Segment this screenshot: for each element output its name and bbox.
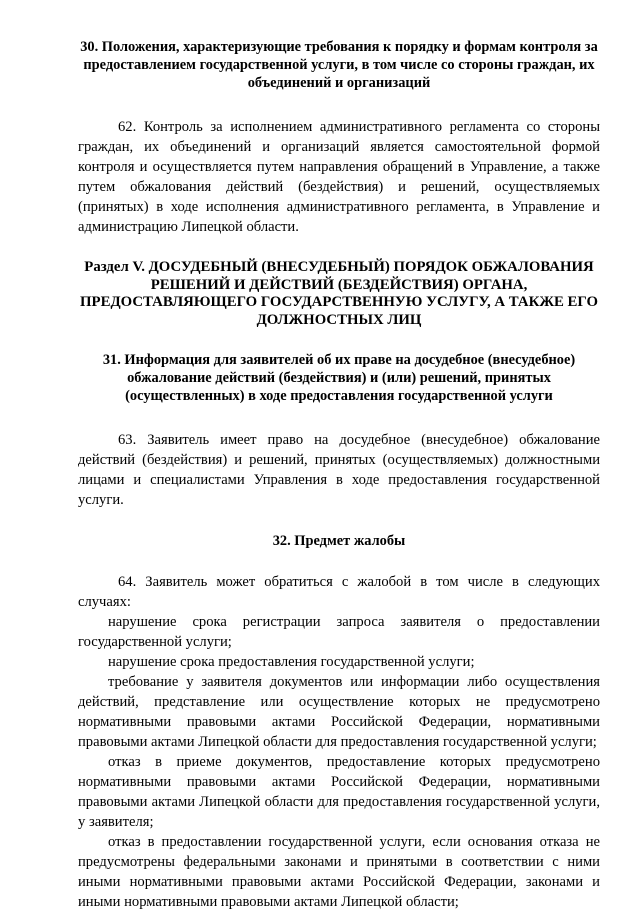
heading-section-32: 32. Предмет жалобы (272, 533, 406, 549)
list-item: нарушение срока регистрации запроса заявителя о предоставлении государственной услуги; (78, 614, 600, 650)
document-page (78, 38, 600, 912)
heading-section-30: 30. Положения, характеризующие требования к порядку и формам контроля за предоставлением государственной услуги, в том числе со стороны граждан, их объединений и организаций (80, 39, 598, 91)
paragraph-64: 64. Заявитель может обратиться с жалобой в том числе в следующих случаях: (78, 574, 600, 610)
paragraph-63: 63. Заявитель имеет право на досудебное (внесудебное) обжалование действий (бездействия) и решений, принятых (осуществляемых) должностными лицами и специалистами Управления в ходе предоставления государственной услуги. (78, 432, 600, 508)
list-item: нарушение срока предоставления государственной услуги; (108, 654, 475, 670)
paragraph-62: 62. Контроль за исполнением административного регламента со стороны граждан, их объединений и организаций является самостоятельной формой контроля и осуществляется путем направления обращений в Управление, а также путем обжалования действий (бездействия) и решений, осуществляемых (принятых) в ходе исполнения административного регламента, в Управление и администрацию Липецкой области. (78, 119, 600, 235)
list-item: требование у заявителя документов или информации либо осуществления действий, представление или осуществление которых не предусмотрено нормативными правовыми актами Российской Федерации, нормативными правовыми актами Липецкой области для предоставления государственной услуги; (78, 674, 600, 750)
heading-section-31: 31. Информация для заявителей об их праве на досудебное (внесудебное) обжалование действий (бездействия) и (или) решений, принятых (осуществленных) в ходе предоставления государственной услуги (102, 352, 576, 404)
list-item: отказ в приеме документов, предоставление которых предусмотрено нормативными правовыми актами Российской Федерации, нормативными правовыми актами Липецкой области для предоставления государственной услуги, у заявителя; (78, 754, 600, 830)
heading-section-v: Раздел V. ДОСУДЕБНЫЙ (ВНЕСУДЕБНЫЙ) ПОРЯДОК ОБЖАЛОВАНИЯ РЕШЕНИЙ И ДЕЙСТВИЙ (БЕЗДЕЙСТВИЯ) ОРГАНА, ПРЕДОСТАВЛЯЮЩЕГО ГОСУДАРСТВЕННУЮ УСЛУГУ, А ТАКЖЕ ЕГО ДОЛЖНОСТНЫХ ЛИЦ (80, 259, 598, 328)
list-item: отказ в предоставлении государственной услуги, если основания отказа не предусмотрены федеральными законами и принятыми в соответствии с ними иными нормативными правовыми актами Российской Федерации, законами и иными нормативными правовыми актами Липецкой области; (78, 834, 600, 910)
